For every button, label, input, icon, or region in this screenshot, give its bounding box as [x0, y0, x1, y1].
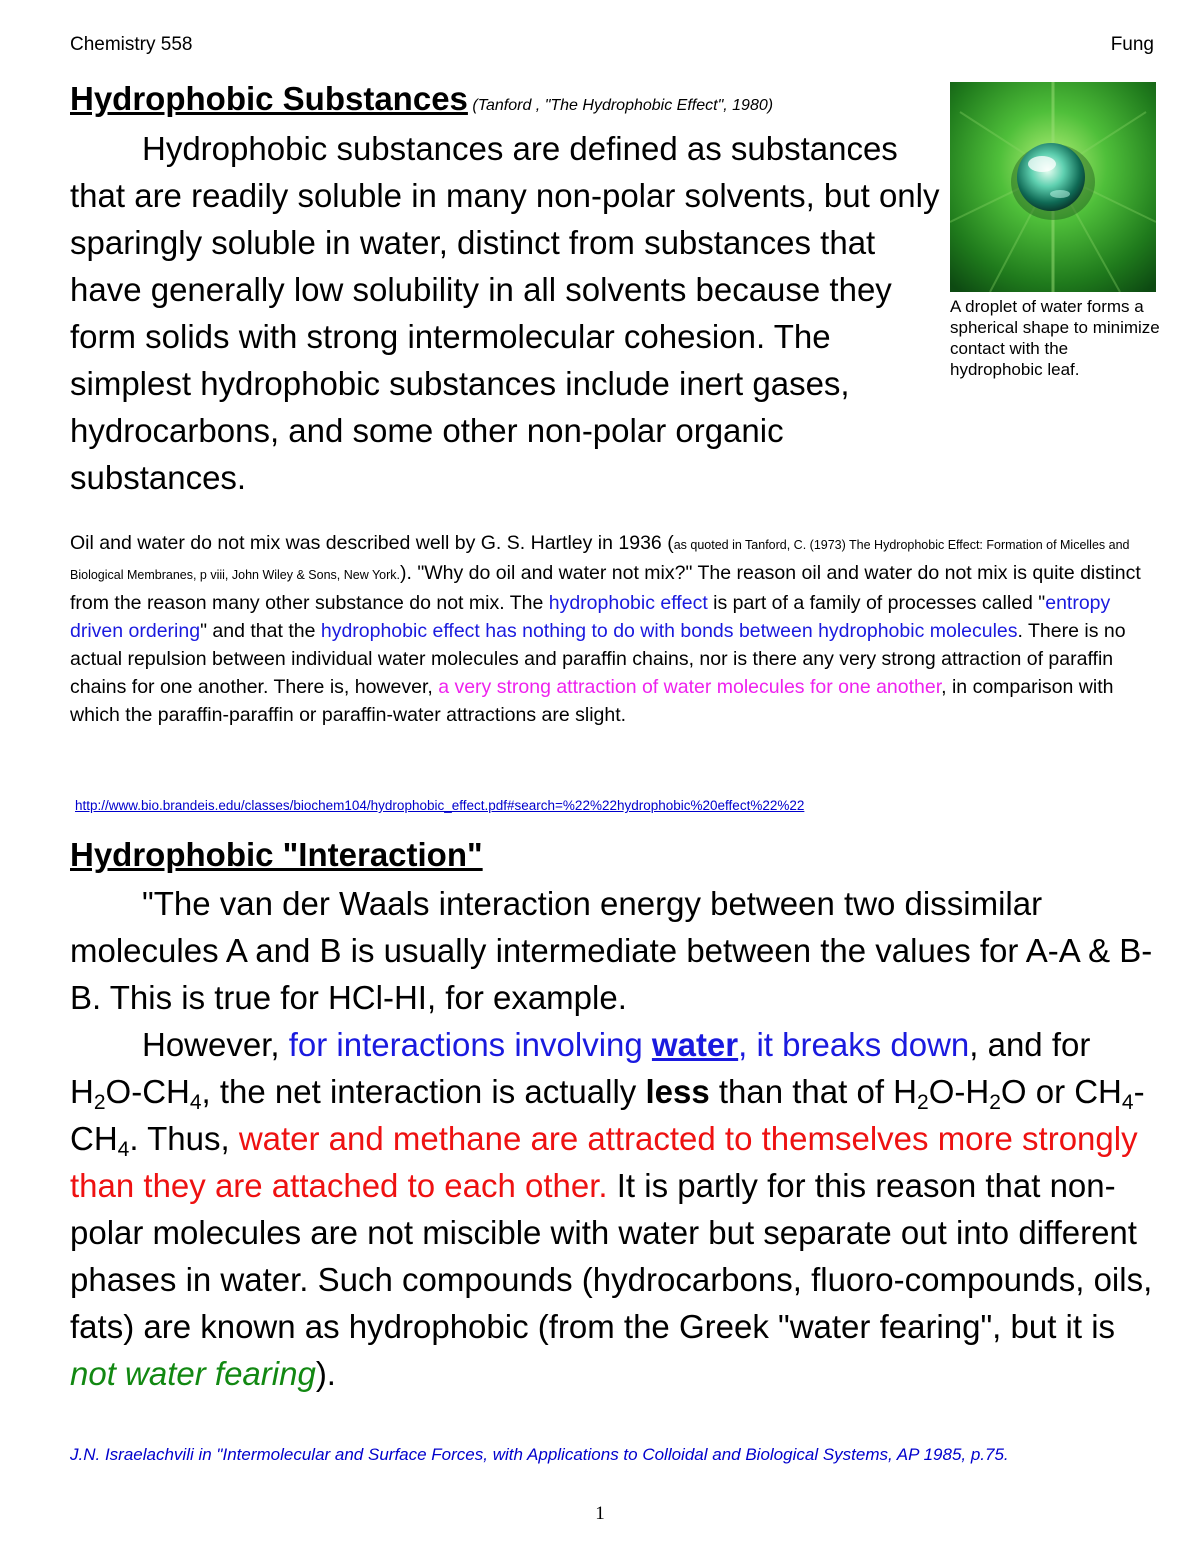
emphasis-less: less [645, 1073, 710, 1110]
subscript: 2 [93, 1091, 106, 1114]
header-course: Chemistry 558 [70, 34, 193, 55]
photo-caption: A droplet of water forms a spherical shape to minimize contact with the hydrophobic leaf. [950, 297, 1160, 379]
section2-text: than that of H [709, 1073, 917, 1110]
water-droplet-photo [950, 82, 1156, 292]
page-number: 1 [595, 1503, 605, 1524]
highlight-water-attraction: a very strong attraction of water molecules for one another [438, 676, 942, 698]
subscript: 4 [1121, 1091, 1134, 1114]
para2-text-2: ). "Why do oil and water not mix?" The reason oil and water do not mix is quite distinct from the reason many other substance do not mix. The [70, 562, 1141, 614]
section2-text: . Thus, [129, 1120, 239, 1157]
section2-body [70, 880, 1160, 1397]
para2-text-6: , in comparison with which the paraffin-paraffin or paraffin-water attractions are slight. [70, 676, 1114, 726]
para2-text-3: is part of a family of processes called " [707, 592, 1046, 614]
section2-text: -CH [70, 1073, 1145, 1157]
highlight-breaks-down: , it breaks down [738, 1026, 970, 1063]
highlight-hydrophobic-effect: hydrophobic effect [548, 592, 708, 614]
section2-text: It is partly for this reason that non-polar molecules are not miscible with water but separate out into different phases in water. Such compounds (hydrocarbons, fluoro-compounds, oils, fats) are known as hydrophobic (from the Greek "water fearing", but it is [70, 1167, 1153, 1345]
section2-text: ). [315, 1355, 336, 1392]
water-link[interactable]: water [651, 1026, 739, 1063]
subscript: 4 [117, 1138, 130, 1161]
section2-text: O-CH [105, 1073, 190, 1110]
subscript: 2 [917, 1091, 929, 1114]
para2-text-5: . There is no actual repulsion between individual water molecules and paraffin chains, nor is there any very strong attraction of paraffin chains for one another. There is, however, [70, 620, 1126, 698]
highlight-entropy-ordering: entropy driven ordering [70, 592, 1111, 642]
israelachvili-citation: J.N. Israelachvili in "Intermolecular and Surface Forces, with Applications to Colloidal and Biological Systems, AP 1985, p.75. [70, 1445, 1009, 1464]
section2-text: O-H [928, 1073, 990, 1110]
highlight-not-water-fearing: not water fearing [70, 1355, 316, 1392]
header-author: Fung [1110, 34, 1154, 55]
highlight-interactions: for interactions involving [288, 1026, 652, 1063]
section1-text: Hydrophobic substances are defined as substances that are readily soluble in many non-polar solvents, but only sparingly soluble in water, distinct from substances that have generally low solubility in all solvents because they form solids with strong intermolecular cohesion. The simplest hydrophobic substances include inert gases, hydrocarbons, and some other non-polar organic substances. [70, 130, 940, 496]
section2-text: , the net interaction is actually [201, 1073, 646, 1110]
highlight-methane-attraction: water and methane are attracted to themselves more strongly than they are attached to each other. [70, 1120, 1138, 1204]
section1-title: Hydrophobic Substances [70, 80, 468, 117]
section1-citation: (Tanford , "The Hydrophobic Effect", 1980) [472, 97, 774, 114]
section2-text: , and for H [70, 1026, 1091, 1110]
section2-title: Hydrophobic "Interaction" [70, 836, 483, 873]
hartley-paragraph [70, 529, 1155, 729]
highlight-no-bonds: hydrophobic effect has nothing to do with bonds between hydrophobic molecules [320, 620, 1018, 642]
section2-text: However, [142, 1026, 289, 1063]
reference-link[interactable]: http://www.bio.brandeis.edu/classes/biochem104/hydrophobic_effect.pdf#search=%22%22hydrophobic%20effect%22%22 [75, 798, 805, 813]
subscript: 2 [989, 1091, 1001, 1114]
section2-text: O or CH [1000, 1073, 1122, 1110]
section1-heading [70, 80, 950, 118]
section1-body [70, 125, 950, 501]
para2-source: as quoted in Tanford, C. (1973) The Hydrophobic Effect: Formation of Micelles and Biological Membranes, p viii, John Wiley & Sons, New York. [70, 538, 1130, 582]
section2-sentence1: "The van der Waals interaction energy between two dissimilar molecules A and B is usually intermediate between the values for A-A & B-B. This is true for HCl-HI, for example. [70, 885, 1153, 1016]
para2-text-4: " and that the [200, 620, 321, 642]
para2-text-1: Oil and water do not mix was described well by G. S. Hartley in 1936 ( [70, 532, 674, 554]
subscript: 4 [189, 1091, 202, 1114]
